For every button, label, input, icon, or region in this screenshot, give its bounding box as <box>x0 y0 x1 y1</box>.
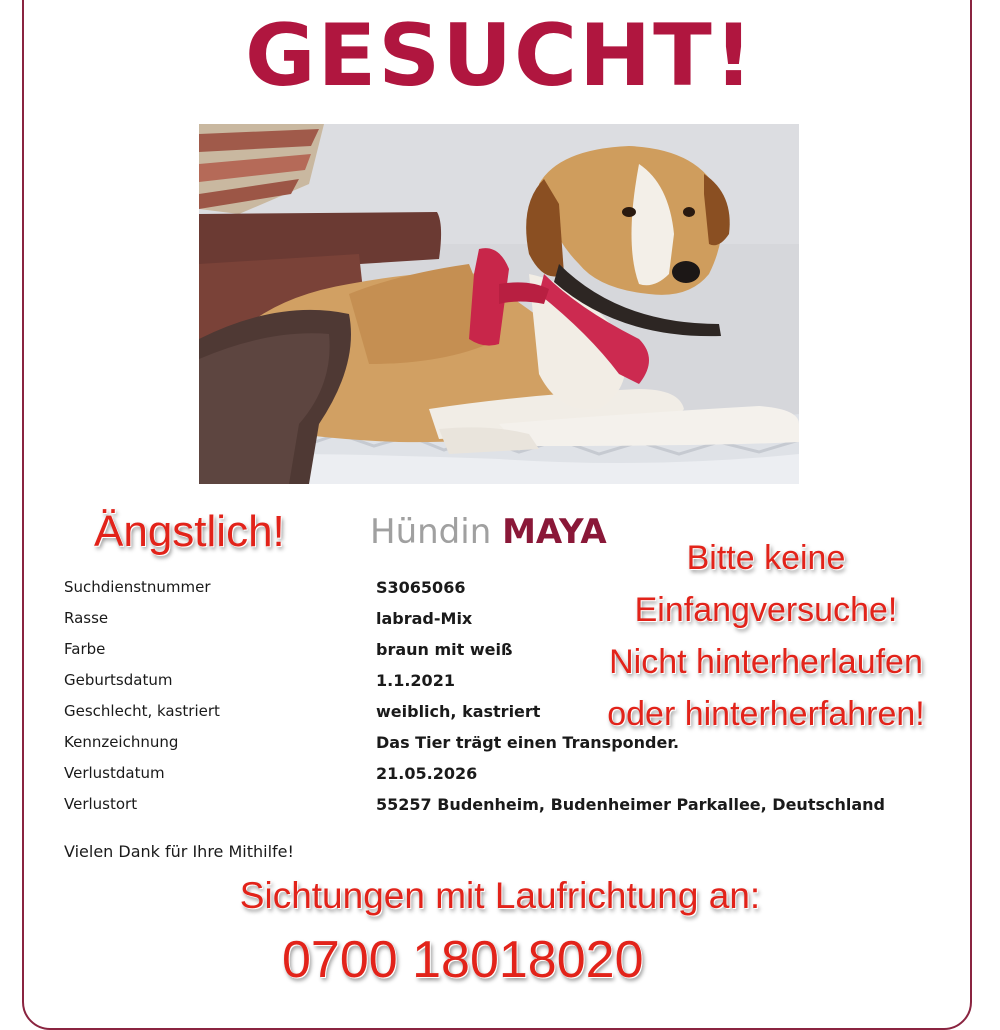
detail-label: Farbe <box>64 640 106 658</box>
warning-line: Bitte keine <box>686 539 846 577</box>
detail-value: Das Tier trägt einen Transponder. <box>376 733 680 752</box>
dog-sex-label: Hündin <box>370 512 492 552</box>
detail-value: braun mit weiß <box>376 640 513 659</box>
warning-notice <box>566 532 966 740</box>
warning-line: Nicht hinterherlaufen <box>609 643 923 681</box>
sightings-heading: Sichtungen mit Laufrichtung an: <box>239 875 761 916</box>
detail-label: Rasse <box>64 609 109 627</box>
thanks-text: Vielen Dank für Ihre Mithilfe! <box>64 842 294 861</box>
dog-name: MAYA <box>502 512 607 552</box>
detail-value: 21.05.2026 <box>376 764 478 783</box>
detail-label: Suchdienstnummer <box>64 578 211 596</box>
detail-value: S3065066 <box>376 578 466 597</box>
detail-label: Kennzeichnung <box>64 733 179 751</box>
detail-value: 55257 Budenheim, Budenheimer Parkallee, Deutschland <box>376 795 885 814</box>
detail-label: Geschlecht, kastriert <box>64 702 220 720</box>
detail-value: weiblich, kastriert <box>376 702 541 721</box>
detail-label: Geburtsdatum <box>64 671 173 689</box>
phone-number: 0700 18018020 <box>282 931 644 989</box>
detail-value: 1.1.2021 <box>376 671 455 690</box>
poster-title: GESUCHT! <box>244 6 756 106</box>
detail-value: labrad-Mix <box>376 609 473 628</box>
detail-label: Verlustort <box>64 795 138 813</box>
warning-line: Einfangversuche! <box>634 591 898 629</box>
warning-line: oder hinterherfahren! <box>607 695 925 733</box>
dog-photo <box>199 124 799 484</box>
temperament-label: Ängstlich! <box>94 507 285 556</box>
detail-label: Verlustdatum <box>64 764 165 782</box>
